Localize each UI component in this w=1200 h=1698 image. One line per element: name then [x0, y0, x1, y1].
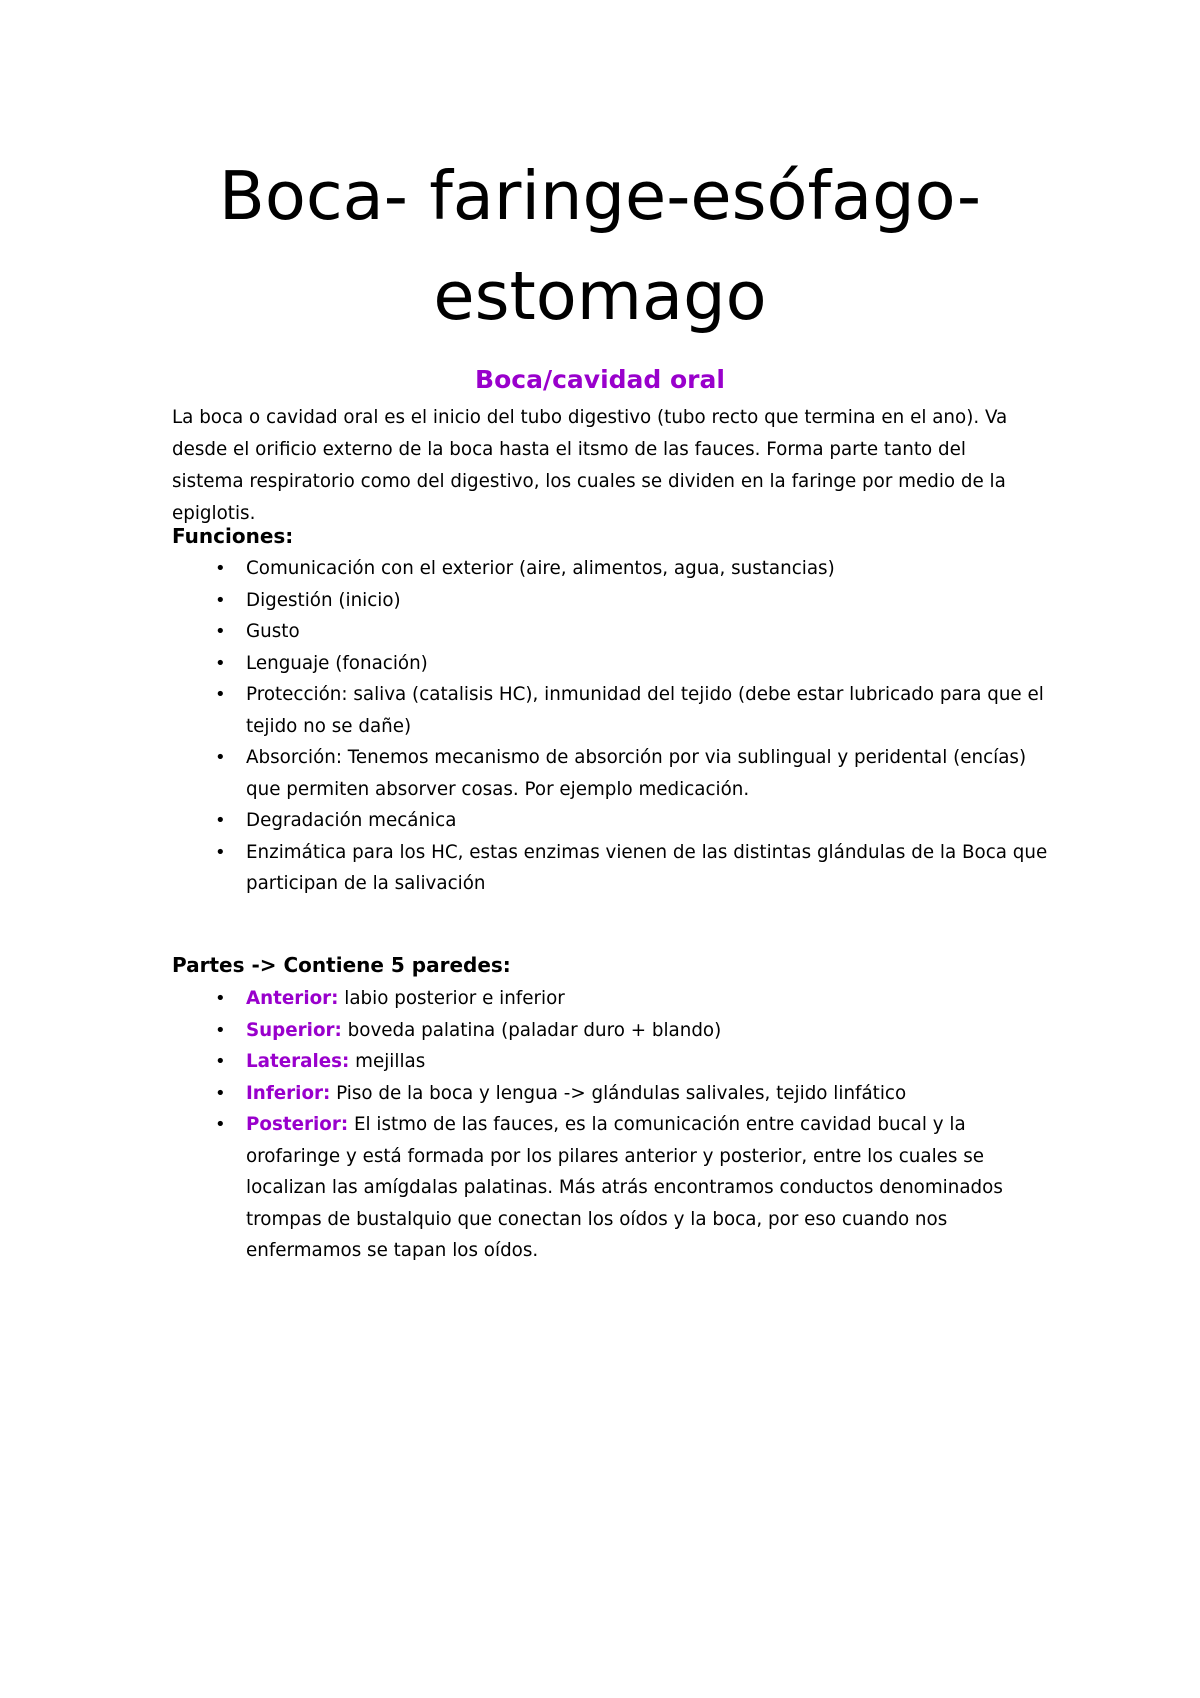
bullet-icon: • — [215, 1114, 226, 1135]
part-description: El istmo de las fauces, es la comunicación entre cavidad bucal y la orofaringe y está formada por los pilares anterior y posterior, entre los cuales se localizan las amígdalas palatinas. Más atrás encontramos conductos denominados trompas de bustalquio que conectan los oídos y la boca, por eso cuando nos enfermamos se tapan los oídos. — [246, 1114, 1003, 1261]
bullet-icon: • — [215, 747, 226, 768]
bullet-icon: • — [215, 558, 226, 579]
part-term: Inferior: — [246, 1082, 331, 1104]
bullet-icon: • — [215, 841, 226, 863]
document-title — [100, 146, 1100, 346]
part-term: Posterior: — [246, 1114, 349, 1135]
list-item — [172, 648, 1052, 680]
list-item — [172, 585, 1052, 617]
function-text: Enzimática para los HC, estas enzimas vienen de las distintas glándulas de la Boca que participan de la salivación — [246, 841, 1048, 894]
list-item — [172, 616, 1052, 648]
function-text: Absorción: Tenemos mecanismo de absorción por via sublingual y peridental (encías) que permiten absorver cosas. Por ejemplo medicación. — [246, 747, 1027, 800]
bullet-icon: • — [215, 1051, 226, 1072]
list-item — [172, 805, 1052, 837]
part-description: mejillas — [349, 1051, 426, 1072]
bullet-icon: • — [215, 810, 226, 831]
title-line-2: estomago — [433, 257, 767, 335]
part-term: Superior: — [246, 1019, 342, 1041]
list-item — [172, 1046, 1052, 1078]
list-item — [172, 1109, 1052, 1267]
title-line-1: Boca- faringe-esófago- — [218, 157, 982, 235]
function-text: Lenguaje (fonación) — [246, 652, 428, 674]
bullet-icon: • — [215, 1082, 226, 1104]
function-text: Digestión (inicio) — [246, 589, 401, 611]
function-text: Gusto — [246, 621, 300, 642]
part-description: labio posterior e inferior — [338, 988, 565, 1009]
parts-list — [172, 983, 1052, 1267]
part-description: boveda palatina (paladar duro + blando) — [341, 1019, 722, 1041]
functions-heading: Funciones: — [172, 524, 294, 548]
function-text: Protección: saliva (catalisis HC), inmunidad del tejido (debe estar lubricado para que el tejido no se dañe) — [246, 684, 1044, 737]
part-term: Laterales: — [246, 1051, 350, 1072]
section-heading: Boca/cavidad oral — [475, 365, 725, 394]
parts-heading: Partes -> Contiene 5 paredes: — [172, 953, 511, 977]
bullet-icon: • — [215, 621, 226, 642]
list-item — [172, 679, 1052, 742]
bullet-icon: • — [215, 988, 226, 1009]
function-text: Degradación mecánica — [246, 810, 457, 831]
part-term: Anterior: — [246, 988, 339, 1009]
list-item — [172, 837, 1052, 900]
list-item — [172, 983, 1052, 1015]
part-description: Piso de la boca y lengua -> glándulas salivales, tejido linfático — [330, 1082, 907, 1104]
list-item — [172, 742, 1052, 805]
bullet-icon: • — [215, 652, 226, 674]
bullet-icon: • — [215, 684, 226, 705]
list-item — [172, 1015, 1052, 1047]
list-item — [172, 553, 1052, 585]
list-item — [172, 1078, 1052, 1110]
bullet-icon: • — [215, 1019, 226, 1041]
bullet-icon: • — [215, 589, 226, 611]
function-text: Comunicación con el exterior (aire, alimentos, agua, sustancias) — [246, 558, 835, 579]
intro-paragraph: La boca o cavidad oral es el inicio del tubo digestivo (tubo recto que termina en el ano). Va desde el orificio externo de la boca hasta el itsmo de las fauces. Forma parte tanto del sistema respiratorio como del digestivo, los cuales se dividen en la faringe por medio de la epiglotis. — [172, 407, 1008, 524]
functions-list — [172, 553, 1052, 900]
